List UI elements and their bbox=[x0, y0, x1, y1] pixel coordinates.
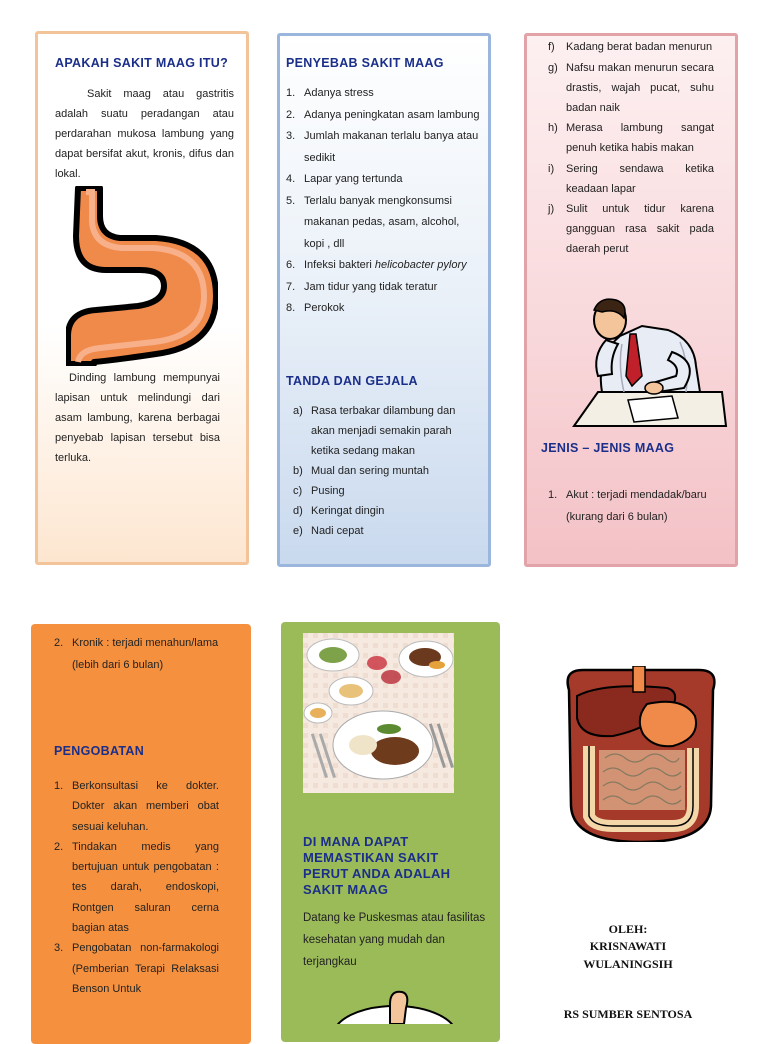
type-item bbox=[548, 484, 718, 528]
credit-author-line1: KRISNAWATI bbox=[589, 939, 667, 953]
cause-item-number: 6. bbox=[286, 259, 296, 271]
credit-by-label: OLEH: bbox=[608, 922, 648, 936]
symptom-item bbox=[548, 199, 714, 259]
type-item-text: Kronik : terjadi menahun/lama (lebih dari 6 bulan) bbox=[72, 637, 219, 671]
types-continued-list bbox=[54, 632, 219, 676]
treatment-item-number: 3. bbox=[54, 942, 64, 955]
cause-item-number: 2. bbox=[286, 108, 296, 121]
heading-causes: PENYEBAB SAKIT MAAG bbox=[286, 56, 444, 70]
cause-item bbox=[286, 191, 481, 256]
symptom-item bbox=[293, 461, 473, 481]
symptom-item-text: Pusing bbox=[311, 485, 345, 497]
treatment-item bbox=[54, 776, 219, 837]
cause-item-number: 1. bbox=[286, 87, 296, 99]
symptom-item bbox=[293, 401, 473, 461]
heading-types: JENIS – JENIS MAAG bbox=[541, 441, 675, 455]
symptom-item-number: a) bbox=[293, 405, 303, 417]
symptom-item-number: b) bbox=[293, 465, 303, 477]
digestive-system-illustration-icon bbox=[563, 666, 719, 842]
type-item bbox=[54, 632, 219, 676]
body-paragraph: Dinding lambung mempunyai lapisan untuk melindungi dari asam lambung, karena berbagai penyebab lapisan tersebut bisa terluka. bbox=[55, 372, 220, 464]
cause-item-number: 7. bbox=[286, 280, 296, 293]
cause-item-text: Adanya peningkatan asam lambung bbox=[304, 108, 480, 121]
cause-item-italic-text: helicobacter pylory bbox=[374, 259, 467, 271]
credit-author-line2: WULANINGSIH bbox=[583, 957, 673, 971]
treatment-item-text: Berkonsultasi ke dokter. Dokter akan memberi obat sesuai keluhan. bbox=[72, 780, 219, 833]
symptom-item-text: Rasa terbakar dilambung dan akan menjadi semakin parah ketika sedang makan bbox=[311, 405, 456, 457]
treatment-item-text: Pengobatan non-farmakologi (Pemberian Terapi Relaksasi Benson Untuk bbox=[72, 942, 219, 995]
type-item-number: 2. bbox=[54, 637, 64, 649]
symptom-item-number: g) bbox=[548, 61, 558, 74]
symptom-item-text: Keringat dingin bbox=[311, 505, 385, 517]
credit-institution: RS SUMBER SENTOSA bbox=[563, 1007, 693, 1021]
symptom-item-text: Sering sendawa ketika keadaan lapar bbox=[566, 162, 714, 195]
symptom-item-number: h) bbox=[548, 122, 558, 134]
symptoms-continued-list bbox=[548, 37, 714, 260]
symptom-item bbox=[293, 481, 473, 501]
symptom-item-text: Sulit untuk tidur karena gangguan rasa sakit pada daerah perut bbox=[566, 203, 714, 255]
cause-item bbox=[286, 277, 481, 299]
cause-item bbox=[286, 126, 481, 169]
cause-item-number: 8. bbox=[286, 302, 296, 314]
treatment-item bbox=[54, 837, 219, 938]
symptom-item bbox=[548, 37, 714, 57]
symptom-item-text: Nafsu makan menurun secara drastis, wajah pucat, suhu badan naik bbox=[566, 61, 714, 114]
cause-item-text: Perokok bbox=[304, 302, 345, 314]
cause-item-number: 5. bbox=[286, 194, 296, 207]
symptom-item-number: i) bbox=[548, 162, 555, 175]
cause-item bbox=[286, 255, 481, 277]
symptom-item bbox=[293, 501, 473, 521]
cause-item bbox=[286, 83, 481, 105]
cause-item-text: Lapar yang tertunda bbox=[304, 173, 403, 185]
treatment-item-text: Tindakan medis yang bertujuan untuk pengobatan : tes darah, endoskopi, Rontgen saluran cerna bagian atas bbox=[72, 840, 219, 935]
symptom-item-text: Mual dan sering muntah bbox=[311, 465, 430, 477]
symptom-item bbox=[548, 118, 714, 158]
heading-symptoms: TANDA DAN GEJALA bbox=[286, 374, 418, 388]
types-list bbox=[548, 484, 718, 528]
symptom-item-number: f) bbox=[548, 41, 555, 53]
cause-item-text: Infeksi bakteri bbox=[304, 259, 375, 271]
heading-where-to-check: DI MANA DAPAT MEMASTIKAN SAKIT PERUT ANDA ADALAH SAKIT MAAG bbox=[303, 834, 451, 897]
symptom-item-number: d) bbox=[293, 505, 303, 517]
symptom-item-text: Kadang berat badan menurun bbox=[566, 41, 713, 53]
symptom-item-number: c) bbox=[293, 485, 303, 497]
heading-treatment: PENGOBATAN bbox=[54, 744, 145, 758]
hand-thumbs-up-icon bbox=[330, 988, 460, 1024]
symptom-item-number: j) bbox=[548, 203, 555, 215]
symptom-item-number: e) bbox=[293, 525, 303, 537]
stomach-illustration-icon bbox=[66, 186, 218, 366]
cause-item-text: Adanya stress bbox=[304, 87, 374, 99]
food-plates-photo-icon bbox=[303, 633, 454, 793]
heading-what-is-maag: APAKAH SAKIT MAAG ITU? bbox=[55, 56, 229, 70]
symptom-item bbox=[548, 58, 714, 118]
symptom-item bbox=[548, 159, 714, 199]
symptoms-list bbox=[293, 401, 473, 541]
cause-item bbox=[286, 298, 481, 320]
cause-item-text: Jam tidur yang tidak teratur bbox=[304, 280, 438, 293]
cause-item bbox=[286, 105, 481, 127]
treatment-item bbox=[54, 938, 219, 999]
treatment-item-number: 2. bbox=[54, 840, 64, 853]
cause-item-text: Jumlah makanan terlalu banya atau sedikit bbox=[304, 130, 479, 164]
causes-list bbox=[286, 83, 481, 320]
where-to-check-paragraph: Datang ke Puskesmas atau fasilitas kesehatan yang mudah dan terjangkau bbox=[303, 912, 486, 968]
cause-item-text: Terlalu banyak mengkonsumsi makanan pedas, asam, alcohol, kopi , dll bbox=[304, 194, 460, 250]
symptom-item-text: Nadi cepat bbox=[311, 525, 364, 537]
treatment-list bbox=[54, 776, 219, 999]
treatment-item-number: 1. bbox=[54, 780, 64, 792]
type-item-number: 1. bbox=[548, 489, 558, 501]
tired-man-at-desk-illustration-icon bbox=[572, 296, 728, 428]
cause-item-number: 3. bbox=[286, 130, 296, 142]
cause-item bbox=[286, 169, 481, 191]
type-item-text: Akut : terjadi mendadak/baru (kurang dari 6 bulan) bbox=[566, 489, 707, 523]
symptom-item-text: Merasa lambung sangat penuh ketika habis makan bbox=[566, 122, 714, 154]
cause-item-number: 4. bbox=[286, 173, 296, 185]
symptom-item bbox=[293, 521, 473, 541]
intro-paragraph: Sakit maag atau gastritis adalah suatu peradangan atau perdarahan mukosa lambung yang dapat bersifat akut, kronis, difus dan lokal. bbox=[55, 88, 234, 180]
